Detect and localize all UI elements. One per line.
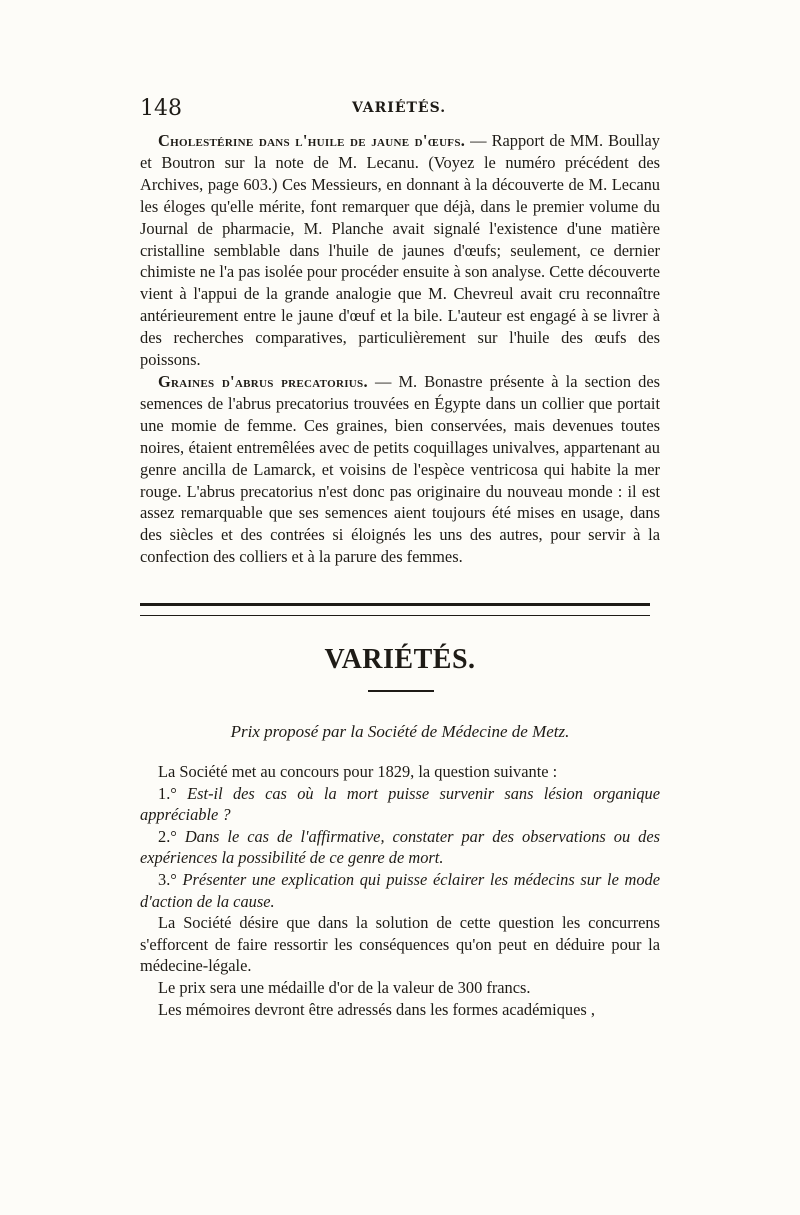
section-divider xyxy=(140,603,650,616)
question-text: Dans le cas de l'affirmative, constater par des observations ou des expériences la possibilité de ce genre de mort. xyxy=(140,826,660,868)
prize-announcement xyxy=(140,761,660,1020)
article-heading: Graines d'abrus precatorius. xyxy=(158,371,368,391)
question-text: Présenter une explication qui puisse éclairer les médecins sur le mode d'action de la cause. xyxy=(140,869,661,911)
article-text: — Rapport de MM. Boullay et Boutron sur la note de M. Lecanu. (Voyez le numéro précédent des Archives, page 603.) Ces Messieurs, en donnant à la découverte de M. Lecanu les éloges qu'elle mérite, font remarquer que déjà, dans le premier volume du Journal de pharmacie, M. Planche avait signalé l'existence d'une matière cristalline semblable dans l'huile de jaunes d'œufs; seulement, ce dernier chimiste ne l'a pas isolée pour procéder ensuite à son analyse. Cette découverte vient à l'appui de la grande analogie que M. Chevreul avait cru reconnaître antérieurement entre le jaune d'œuf et la bile. L'auteur est engagé à se livrer à des recherches comparatives, particulièrement sur l'huile des œufs des poissons. xyxy=(140,131,660,370)
article-heading: Cholestérine dans l'huile de jaune d'œufs. xyxy=(158,131,466,150)
article-cholesterine xyxy=(140,130,660,371)
question-number: 1.° xyxy=(158,783,177,803)
prize-memoires: Les mémoires devront être adressés dans les formes académiques , xyxy=(158,999,595,1019)
question-text: Est-il des cas où la mort puisse survenir sans lésion organique appréciable ? xyxy=(140,783,660,825)
page-number: 148 xyxy=(140,96,182,121)
question-2 xyxy=(140,826,660,869)
question-number: 3.° xyxy=(158,869,177,889)
question-3 xyxy=(140,869,660,912)
prize-value: Le prix sera une médaille d'or de la valeur de 300 francs. xyxy=(158,977,531,997)
notes-column xyxy=(140,130,660,568)
title-rule xyxy=(368,690,434,692)
running-title: VARIÉTÉS. xyxy=(352,100,447,116)
question-1 xyxy=(140,783,660,826)
section-title: VARIÉTÉS. xyxy=(324,644,476,675)
article-abrus xyxy=(140,371,660,568)
page-header xyxy=(140,96,660,126)
prize-intro: La Société met au concours pour 1829, la question suivante : xyxy=(158,762,558,781)
section-subtitle: Prix proposé par la Société de Médecine de Metz. xyxy=(230,722,570,741)
article-text: — M. Bonastre présente à la section des semences de l'abrus precatorius trouvées en Égypte dans un collier que portait une momie de femme. Ces graines, bien conservées, mais devenues toutes noires, étaient entremêlées avec de petits coquillages univalves, appartenant au genre ancilla de Lamarck, et voisins de l'espèce ventricosa qui habite la mer rouge. L'abrus precatorius n'est donc pas originaire du nouveau monde : il est assez remarquable que ses semences aient toujours été mises en usage, dans des siècles et des contrées si éloignés les uns des autres, pour servir à la confection des colliers et à la parure des femmes. xyxy=(140,371,660,567)
prize-desire: La Société désire que dans la solution de cette question les concurrens s'efforcent de faire ressortir les conséquences qu'on peut en déduire pour la médecine-légale. xyxy=(140,913,660,976)
question-number: 2.° xyxy=(158,826,177,846)
